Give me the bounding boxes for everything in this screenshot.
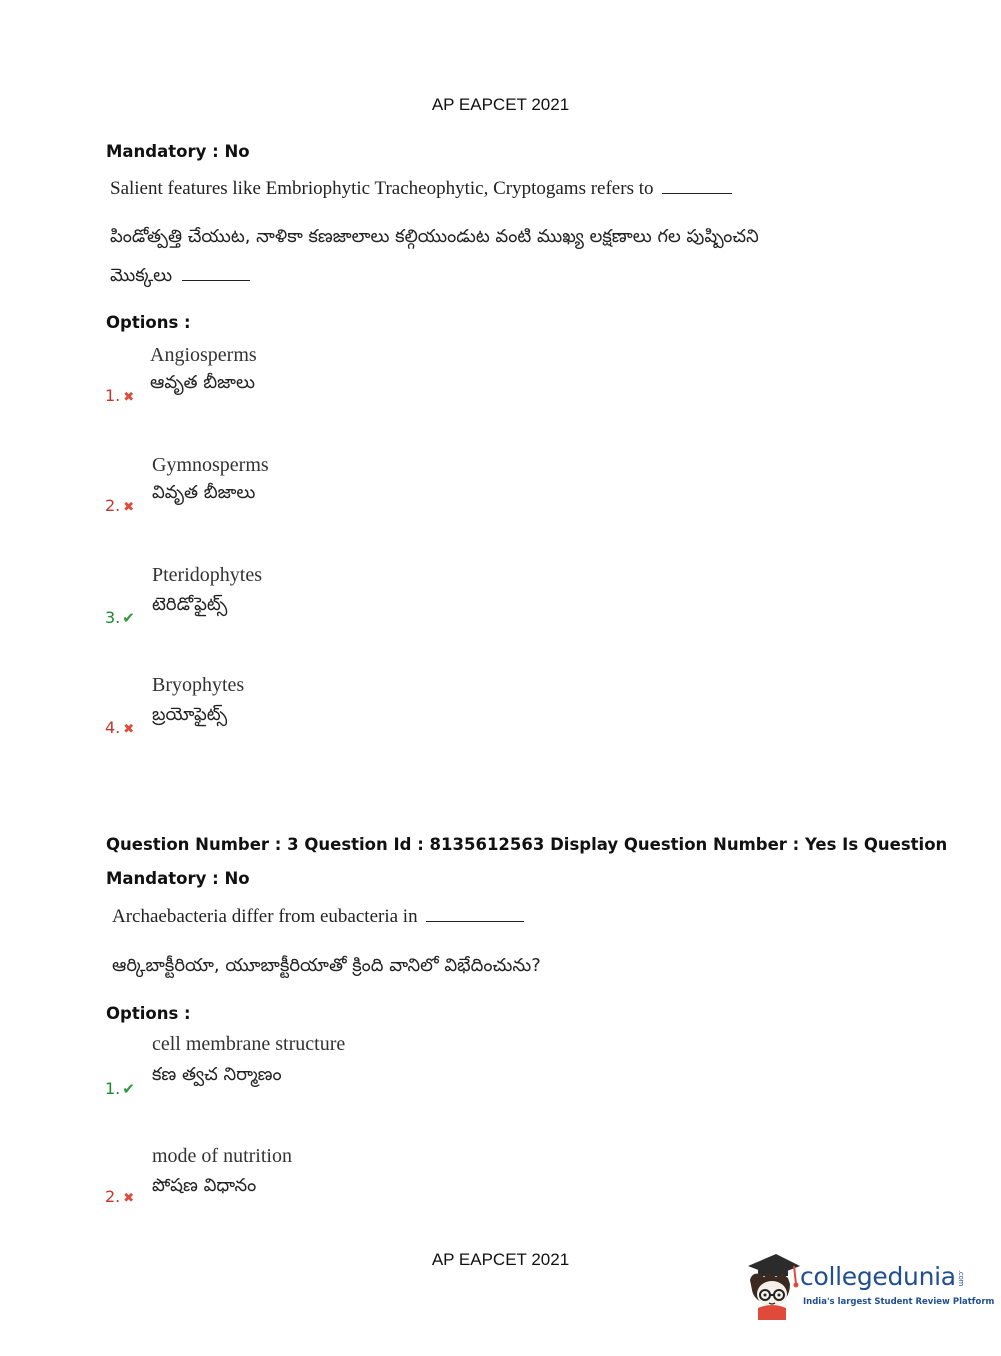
wrong-mark-icon: ✖ [123, 500, 135, 515]
q1-option-3-number [105, 608, 135, 627]
q2-mandatory: Mandatory : No [106, 869, 250, 888]
wrong-mark-icon: ✖ [123, 390, 135, 405]
q1-question-te-line2-text: మొక్కలు [110, 265, 173, 286]
option-number: 2. [105, 1187, 121, 1206]
option-number: 1. [105, 1079, 121, 1098]
q1-question-en [110, 178, 732, 200]
q1-option-1-te: ఆవృత బీజాలు [150, 372, 255, 393]
q2-question-te: ఆర్కిబాక్టీరియా, యూబాక్టీరియాతో క్రింది వానిలో విభేదించును? [112, 955, 541, 976]
option-number: 4. [105, 718, 121, 737]
q2-question-en [112, 906, 524, 928]
correct-check-icon: ✔ [122, 1080, 135, 1098]
q2-option-2-te: పోషణ విధానం [152, 1175, 257, 1196]
brand-wordmark [800, 1262, 965, 1291]
page-header: AP EAPCET 2021 [431, 95, 570, 114]
q2-option-2-en: mode of nutrition [152, 1145, 292, 1167]
q2-option-1-te: కణ త్వచ నిర్మాణం [152, 1064, 282, 1085]
q1-option-4-te: బ్రయోఫైట్స్ [152, 704, 228, 725]
q1-option-1-number [105, 386, 134, 405]
page-footer: AP EAPCET 2021 [431, 1250, 570, 1269]
q2-options-label: Options : [106, 1004, 191, 1023]
q1-question-te-line1: పిండోత్పత్తి చేయుట, నాళికా కణజాలాలు కల్గియుండుట వంటి ముఖ్య లక్షణాలు గల పుష్పించని [110, 226, 759, 247]
q1-option-2-number [105, 496, 134, 515]
option-number: 3. [105, 608, 121, 627]
q1-question-te-line2 [110, 265, 250, 290]
brand-name: collegedunia [800, 1262, 956, 1291]
mascot-logo-icon [742, 1250, 802, 1320]
q2-option-1-number [105, 1079, 135, 1098]
q1-mandatory: Mandatory : No [106, 142, 250, 161]
brand-suffix: .com [956, 1270, 965, 1286]
q1-option-4-en: Bryophytes [152, 674, 245, 696]
q1-option-4-number [105, 718, 134, 737]
q1-option-1-en: Angiosperms [150, 344, 257, 366]
q1-option-2-te: వివృత బీజాలు [152, 482, 256, 503]
q2-option-2-number [105, 1187, 134, 1206]
q2-question-en-text: Archaebacteria differ from eubacteria in [112, 906, 418, 927]
wrong-mark-icon: ✖ [123, 722, 135, 737]
answer-blank [662, 192, 732, 194]
q2-header: Question Number : 3 Question Id : 8135612563 Display Question Number : Yes Is Question [106, 835, 948, 854]
wrong-mark-icon: ✖ [123, 1191, 135, 1206]
q2-option-1-en: cell membrane structure [152, 1033, 346, 1055]
q1-question-en-text: Salient features like Embriophytic Tracheophytic, Cryptogams refers to [110, 178, 654, 199]
option-number: 2. [105, 496, 121, 515]
option-number: 1. [105, 386, 121, 405]
q1-options-label: Options : [106, 313, 191, 332]
q1-option-3-en: Pteridophytes [152, 564, 262, 586]
q1-option-2-en: Gymnosperms [152, 454, 269, 476]
brand-tagline: India's largest Student Review Platform [803, 1297, 995, 1307]
correct-check-icon: ✔ [122, 609, 135, 627]
q1-option-3-te: టెరిడోఫైట్స్ [152, 594, 228, 615]
answer-blank [182, 279, 250, 281]
answer-blank [426, 920, 524, 922]
